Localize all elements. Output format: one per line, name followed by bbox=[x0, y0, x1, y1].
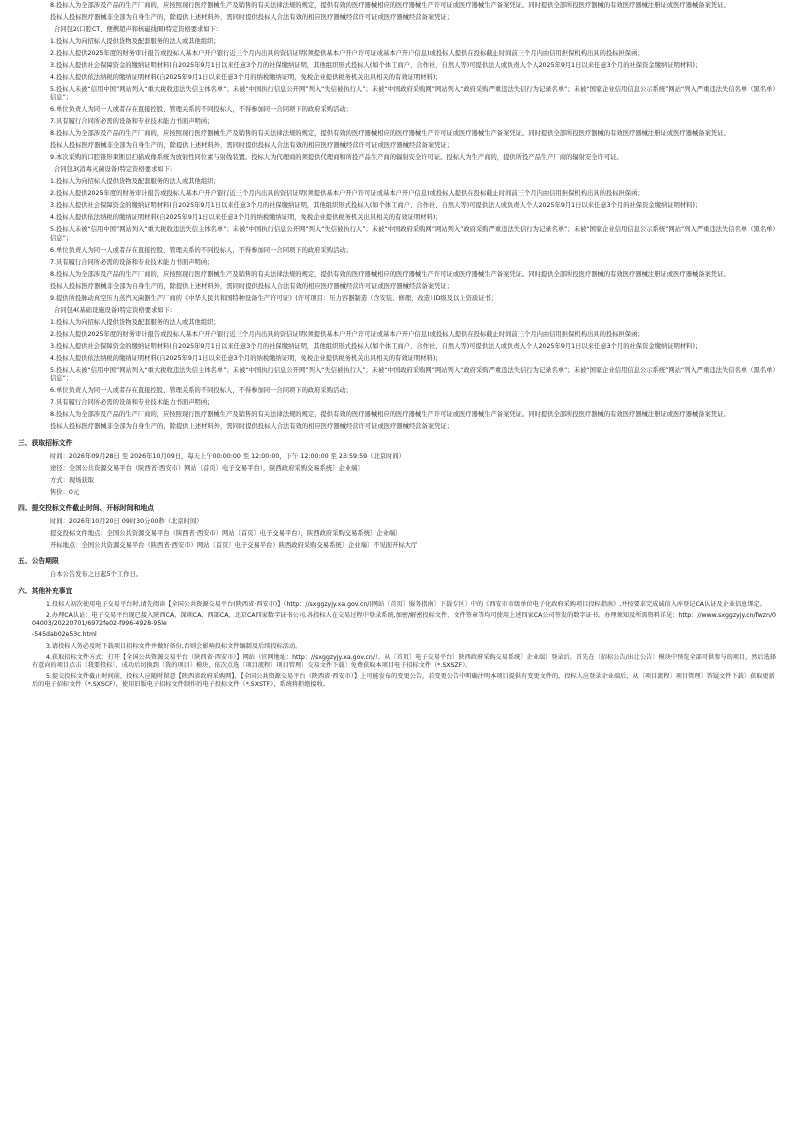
other-matters-list bbox=[16, 601, 779, 690]
qualification-item: 1.投标人为向招标人提供货物及配套服务的法人或其他组织； bbox=[50, 38, 220, 45]
qualification-item: 投标人投标医疗器械非全部为自身生产的，除提供上述材料外，需同时提供投标人合法有效的相应医疗器械经营许可证或医疗器械经营备案凭证； bbox=[50, 14, 453, 21]
qualification-item: 6.单位负责人为同一人或者存在直接控股、管理关系的不同投标人，不得参加同一合同项下的政府采购活动； bbox=[50, 246, 352, 254]
qualification-item: 投标人投标医疗器械非全部为自身生产的，除提供上述材料外，需同时提供投标人合法有效的相应医疗器械经营许可证或医疗器械经营备案凭证； bbox=[50, 142, 453, 150]
contract-package-heading: 合同包3(消毒灭菌设备)特定资格要求如下: bbox=[54, 166, 173, 174]
qualification-item: 4.投标人提供依法纳税的缴纳证明材料(自2025年9月1日以来任意3个月的纳税缴纳证明，免税企业提供税务机关出具相关的有效证明材料)； bbox=[50, 354, 442, 362]
submit-location: 提交投标文件地点：全国公共资源交易平台（陕西省·西安市）网站〔首页〕电子交易平台），陕西政府采购交易系统〕企业端〕 bbox=[50, 530, 402, 538]
obtain-time: 时间：2026年09月28日 至 2026年10月09日，每天上午00:00:00 至 12:00:00，下午 12:00:00 至 23:59:59（北京时间） bbox=[50, 452, 405, 460]
deadline-time: 时间：2026年10月20日 09时30分00秒（北京时间） bbox=[50, 518, 203, 526]
qualification-item: 2.投标人提供2025年度的财务审计报告或投标人基本户开户银行近三个月内出具的资信证明(须提供基本户开户许可证或基本户开户信息)或投标人提供在投标截止时间前三个月内由信用担保机构出具的投标担保函； bbox=[50, 190, 644, 198]
section-heading-notice-period: 五、公告期限 bbox=[18, 557, 59, 566]
section-heading-obtain-documents: 三、获取招标文件 bbox=[18, 438, 73, 447]
qualification-item: 投标人投标医疗器械非全部为自身生产的，除提供上述材料外，需同时提供投标人合法有效的相应医疗器械经营许可证或医疗器械经营备案凭证； bbox=[50, 423, 453, 431]
qualification-item: 投标人投标医疗器械非全部为自身生产的，除提供上述材料外，需同时提供投标人合法有效的相应医疗器械经营许可证或医疗器械经营备案凭证； bbox=[50, 282, 453, 290]
qualification-item: 3.投标人提供社会保障资金的缴纳证明材料(自2025年9月1日以来任意3个月的社保缴纳证明，其他组织形式投标人(如个体工商户、合作社、自然人等)可提供法人或负责人个人2025年9月1日以来任意3个月的社保资金缴纳证明材料)； bbox=[50, 342, 702, 350]
qualification-item: 5.投标人未被“信用中国”网站列入“重大税收违法失信主体名单”；未被“中国执行信息公开网”列入“失信被执行人”；未被“中国政府采购网”网站列入“政府采购严重违法失信行为记录名单”；未被“国家企业信用信息公示系统”网站“列入严重违法失信名单（黑名单）信息”； bbox=[50, 226, 779, 242]
qualification-item: 7.具有履行合同所必需的设备和专业技术能力书面声明函； bbox=[50, 118, 214, 126]
other-matter-item: 3.请投标人务必及时下载项目招标文件并做好备份,否则会影响投标文件编制及后续投标活动。 bbox=[46, 642, 302, 650]
other-matter-item: 1.投标人初次使用电子交易平台时,请先阅读【全国公共资源交易平台(陕西省·西安市)】（http：//sxggzyjy.xa.gov.cn/)网站〔首页〕服务指南〕下载专区〕中的《西安市市级单位电子化政府采购项目投标指南》,并按要求完成诚信入库登记CA认证及企业信息绑定。 bbox=[46, 600, 766, 608]
obtain-price: 售价：0元 bbox=[50, 488, 80, 496]
opening-location: 开标地点：全国公共资源交易平台（陕西省·西安市）网站〔首页〕电子交易平台）陕西政府采购交易系统〕企业端〕不见面开标大厅 bbox=[50, 542, 418, 550]
qualification-item: 6.单位负责人为同一人或者存在直接控股、管理关系的不同投标人，不得参加同一合同项下的政府采购活动； bbox=[50, 106, 352, 114]
qualification-item: 3.投标人提供社会保障资金的缴纳证明材料(自2025年9月1日以来任意3个月的社保缴纳证明，其他组织形式投标人(如个体工商户、合作社、自然人等)可提供法人或负责人个人2025年9月1日以来任意3个月的社保资金缴纳证明材料)； bbox=[50, 202, 702, 210]
qualification-requirements bbox=[16, 2, 779, 432]
other-matter-item: -545dab02e53c.html bbox=[32, 631, 97, 639]
qualification-item: 9.提供所投脉动真空压力蒸汽灭菌器生产厂商的《中华人民共和国特种设备生产许可证》(许可项目：压力容器制造（含安装、修理、改造）)D级及以上资质证书； bbox=[50, 294, 498, 302]
other-matter-item: 2.办理CA认证：电子交易平台现已接入陕西CA、深圳CA、西部CA、北京CA四家数字证书公司,各投标人在交易过程中登录系统,加密/解密投标文件、文件签章等均可使用上述四家CA公司签发的数字证书。办理须知及所需资料详见：http：//www.sxggzyjy.cn/fwzn/004003/20220701/6972fe02-f996-4928-95le bbox=[32, 612, 776, 628]
qualification-item: 3.投标人提供社会保障资金的缴纳证明材料(自2025年9月1日以来任意3个月的社保缴纳证明，其他组织形式投标人(如个体工商户、合作社、自然人等)可提供法人或负责人个人2025年9月1日以来任意3个月的社保资金缴纳证明材料)； bbox=[50, 62, 702, 69]
contract-package-heading: 合同包2(口腔CT、便携超声和核磁线圈)特定资格要求如下: bbox=[54, 26, 219, 33]
qualification-item: 8.投标人为全部涉及产品的生产厂商的，应按照现行医疗器械生产及销售的有关法律法规的规定，提供有效的医疗器械相应的医疗器械生产许可证或医疗器械生产备案凭证。同时提供全部所投医疗器械的有效医疗器械注册证或医疗器械备案凭证。 bbox=[50, 2, 730, 9]
qualification-item: 7.具有履行合同所必需的设备和专业技术能力书面声明函； bbox=[50, 399, 214, 407]
qualification-item: 2.投标人提供2025年度的财务审计报告或投标人基本户开户银行近三个月内出具的资信证明(须提供基本户开户许可证或基本户开户信息)或投标人提供在投标截止时间前三个月内由信用担保机构出具的投标担保函； bbox=[50, 330, 644, 338]
notice-period-text: 自本公告发布之日起5个工作日。 bbox=[50, 571, 143, 579]
qualification-item: 5.投标人未被“信用中国”网站列入“重大税收违法失信主体名单”；未被“中国执行信息公开网”列入“失信被执行人”；未被“中国政府采购网”网站列入“政府采购严重违法失信行为记录名单”；未被“国家企业信用信息公示系统”网站“列入严重违法失信名单（黑名单）信息”； bbox=[50, 366, 779, 383]
qualification-item: 8.投标人为全部涉及产品的生产厂商的，应按照现行医疗器械生产及销售的有关法律法规的规定，提供有效的医疗器械相应的医疗器械生产许可证或医疗器械生产备案凭证。同时提供全部所投医疗器械的有效医疗器械注册证或医疗器械备案凭证。 bbox=[50, 411, 730, 419]
other-matter-item: 5.提交投标文件截止时间前，投标人应随时留意【陕西省政府采购网】、【全国公共资源交易平台（陕西省·西安市）】上可能发布的变更公告。若变更公告中明确注明本项目提供有变更文件的，投标人应登录企业端后，从〔项目流程〕项目管理〕答疑文件下载〕获取更新后的电子招标文件（*.SXSCF），使用旧版电子招标文件制作的电子投标文件（*.SXSTF），系统将拒绝接收。 bbox=[32, 673, 775, 689]
qualification-item: 8.投标人为全部涉及产品的生产厂商的，应按照现行医疗器械生产及销售的有关法律法规的规定，提供有效的医疗器械相应的医疗器械生产许可证或医疗器械生产备案凭证。同时提供全部所投医疗器械的有效医疗器械注册证或医疗器械备案凭证。 bbox=[50, 270, 730, 278]
other-matter-item: 4.获取招标文件方式：打开【全国公共资源交易平台（陕西省·西安市）】网站（官网地址：http：//sxggzyjy.xa.gov.cn/），从〔首页〕电子交易平台〕陕西政府采购交易系统〕企业端〕登录后，首先在〔招标公告/出让公告〕模块中预览全部可供参与的项目，然后选择有意向的项目点击〔我要投标〕，成功后切换到〔我的项目〕模块，依次点选〔项目流程〕项目管理〕交易文件下载〕免费获取本项目电子招标文件（*.SXSZF）。 bbox=[32, 653, 777, 670]
qualification-item: 1.投标人为向招标人提供货物及配套服务的法人或其他组织； bbox=[50, 318, 220, 326]
qualification-item: 7.具有履行合同所必需的设备和专业技术能力书面声明函； bbox=[50, 258, 214, 266]
qualification-item: 4.投标人提供依法纳税的缴纳证明材料(自2025年9月1日以来任意3个月的纳税缴纳证明，免税企业提供税务机关出具相关的有效证明材料)； bbox=[50, 74, 442, 81]
contract-package-heading: 合同包4(基础设施设备)特定资格要求如下: bbox=[54, 306, 173, 314]
qualification-item: 9.本次采购的口腔锥形束断层扫描成像系统为放射性同位素与射线装置。投标人为代理商的须提供代理商和所投产品生产商的辐射安全许可证。投标人为生产商的，提供所投产品生产厂商的辐射安全许可证。 bbox=[50, 154, 623, 162]
qualification-item: 8.投标人为全部涉及产品的生产厂商的，应按照现行医疗器械生产及销售的有关法律法规的规定，提供有效的医疗器械相应的医疗器械生产许可证或医疗器械生产备案凭证。同时提供全部所投医疗器械的有效医疗器械注册证或医疗器械备案凭证。 bbox=[50, 130, 730, 138]
qualification-item: 5.投标人未被“信用中国”网站列入“重大税收违法失信主体名单”；未被“中国执行信息公开网”列入“失信被执行人”；未被“中国政府采购网”网站列入“政府采购严重违法失信行为记录名单”；未被“国家企业信用信息公示系统”网站“列入严重违法失信名单（黑名单）信息”； bbox=[50, 86, 779, 102]
qualification-item: 6.单位负责人为同一人或者存在直接控股、管理关系的不同投标人，不得参加同一合同项下的政府采购活动； bbox=[50, 387, 352, 395]
qualification-item: 1.投标人为向招标人提供货物及配套服务的法人或其他组织； bbox=[50, 178, 220, 186]
qualification-item: 4.投标人提供依法纳税的缴纳证明材料(自2025年9月1日以来任意3个月的纳税缴纳证明，免税企业提供税务机关出具相关的有效证明材料)； bbox=[50, 214, 442, 222]
obtain-route: 途径：全国公共资源交易平台（陕西省·西安市）网站〔首页〕电子交易平台），陕西政府采购交易系统〕企业端〕 bbox=[50, 464, 364, 472]
obtain-method: 方式：现场获取 bbox=[50, 476, 95, 484]
section-heading-deadline: 四、提交投标文件截止时间、开标时间和地点 bbox=[18, 504, 154, 513]
qualification-item: 2.投标人提供2025年度的财务审计报告或投标人基本户开户银行近三个月内出具的资信证明(须提供基本户开户许可证或基本户开户信息)或投标人提供在投标截止时间前三个月内由信用担保机构出具的投标担保函； bbox=[50, 50, 644, 57]
section-heading-other-matters: 六、其他补充事宜 bbox=[18, 586, 73, 595]
